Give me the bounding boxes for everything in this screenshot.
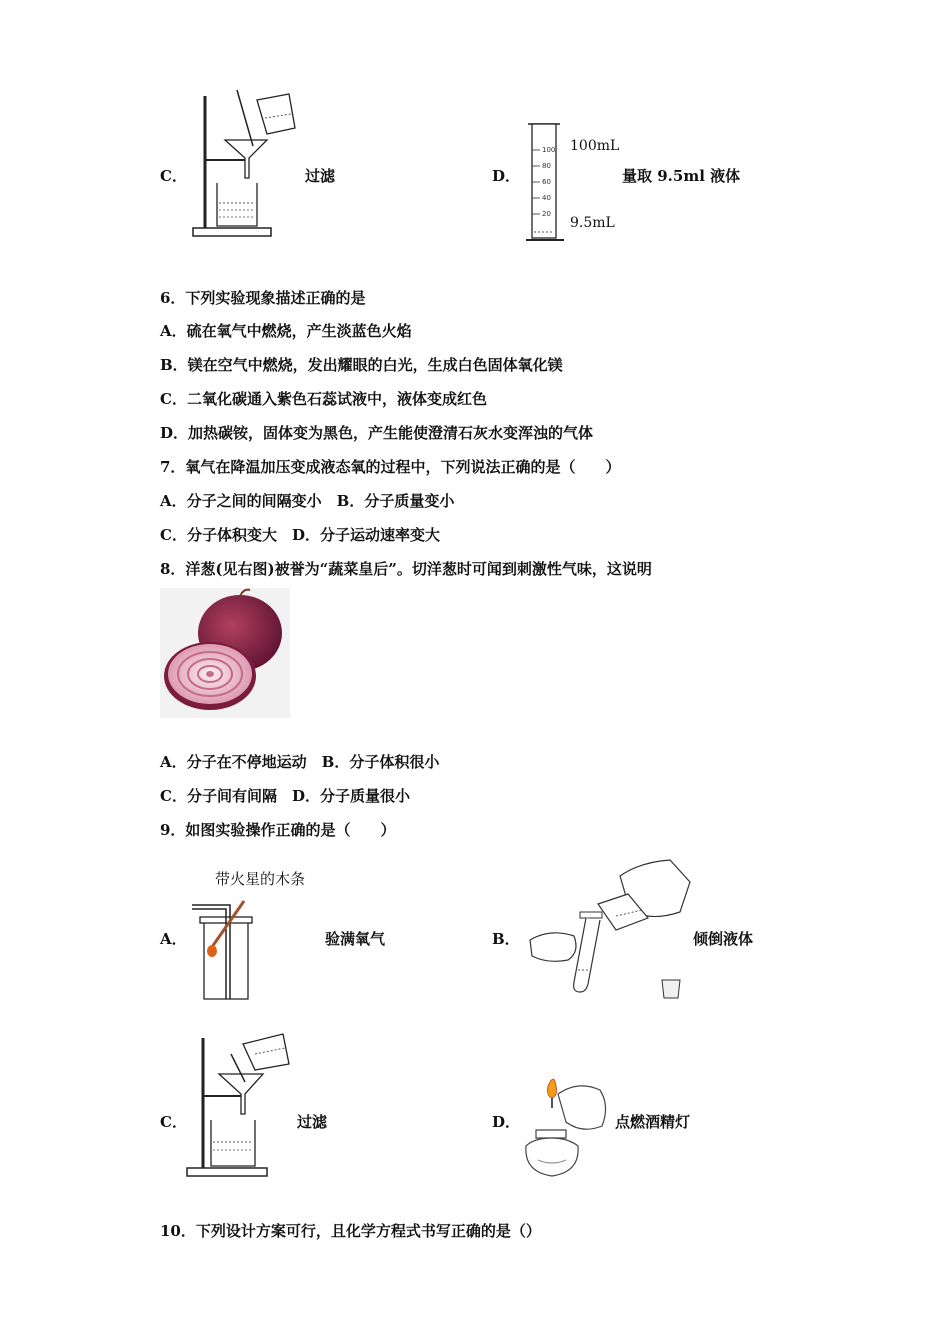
filtration-apparatus-figure-1 bbox=[185, 88, 305, 243]
q9-option-c-letter: C． bbox=[160, 1113, 187, 1131]
q9-option-c-caption: 过滤 bbox=[297, 1113, 328, 1131]
cylinder-tick-60: 60 bbox=[542, 178, 551, 186]
q8-stem: 8．洋葱(见右图)被誉为“蔬菜皇后”。切洋葱时可闻到刺激性气味，这说明 bbox=[160, 560, 652, 578]
q6-stem: 6．下列实验现象描述正确的是 bbox=[160, 289, 366, 307]
alcohol-lamp-figure bbox=[518, 1072, 618, 1180]
cylinder-bottom-label: 9.5mL bbox=[570, 215, 615, 231]
q9-a-figure-label: 带火星的木条 bbox=[215, 870, 306, 888]
q9-stem: 9．如图实验操作正确的是（ ） bbox=[160, 821, 396, 839]
oxygen-check-figure bbox=[190, 895, 260, 1003]
q10-stem: 10．下列设计方案可行，且化学方程式书写正确的是（） bbox=[160, 1222, 541, 1240]
q7-options-row2: C．分子体积变大 D．分子运动速率变大 bbox=[160, 526, 440, 544]
q6-option-b: B．镁在空气中燃烧，发出耀眼的白光，生成白色固体氧化镁 bbox=[160, 356, 563, 374]
q9-option-a-letter: A． bbox=[160, 930, 187, 948]
q5-option-d-letter: D． bbox=[492, 167, 521, 185]
q6-option-d: D．加热碳铵，固体变为黑色，产生能使澄清石灰水变浑浊的气体 bbox=[160, 424, 594, 442]
cylinder-tick-80: 80 bbox=[542, 162, 551, 170]
q9-option-b-letter: B． bbox=[492, 930, 520, 948]
onion-image bbox=[160, 588, 290, 718]
q7-options-row1: A．分子之间的间隔变小 B．分子质量变小 bbox=[160, 492, 455, 510]
pour-liquid-figure bbox=[520, 852, 695, 1002]
q5-option-c-caption: 过滤 bbox=[305, 167, 336, 185]
q9-option-d-letter: D． bbox=[492, 1113, 521, 1131]
graduated-cylinder-figure bbox=[522, 120, 570, 245]
cylinder-tick-40: 40 bbox=[542, 194, 551, 202]
cylinder-tick-100: 100 bbox=[542, 146, 556, 154]
q9-option-d-caption: 点燃酒精灯 bbox=[615, 1113, 691, 1131]
q8-options-row1: A．分子在不停地运动 B．分子体积很小 bbox=[160, 753, 440, 771]
q8-options-row2: C．分子间有间隔 D．分子质量很小 bbox=[160, 787, 410, 805]
filtration-apparatus-figure-2 bbox=[183, 1030, 298, 1180]
cylinder-tick-20: 20 bbox=[542, 210, 551, 218]
q9-option-b-caption: 倾倒液体 bbox=[693, 930, 754, 948]
q5-option-c-letter: C． bbox=[160, 167, 187, 185]
q9-option-a-caption: 验满氧气 bbox=[325, 930, 386, 948]
q7-stem: 7．氧气在降温加压变成液态氧的过程中，下列说法正确的是（ ） bbox=[160, 458, 621, 476]
cylinder-top-label: 100mL bbox=[570, 138, 620, 154]
q5-option-d-caption: 量取 9.5ml 液体 bbox=[622, 167, 741, 185]
q6-option-a: A．硫在氧气中燃烧，产生淡蓝色火焰 bbox=[160, 322, 412, 340]
q6-option-c: C．二氧化碳通入紫色石蕊试液中，液体变成红色 bbox=[160, 390, 487, 408]
